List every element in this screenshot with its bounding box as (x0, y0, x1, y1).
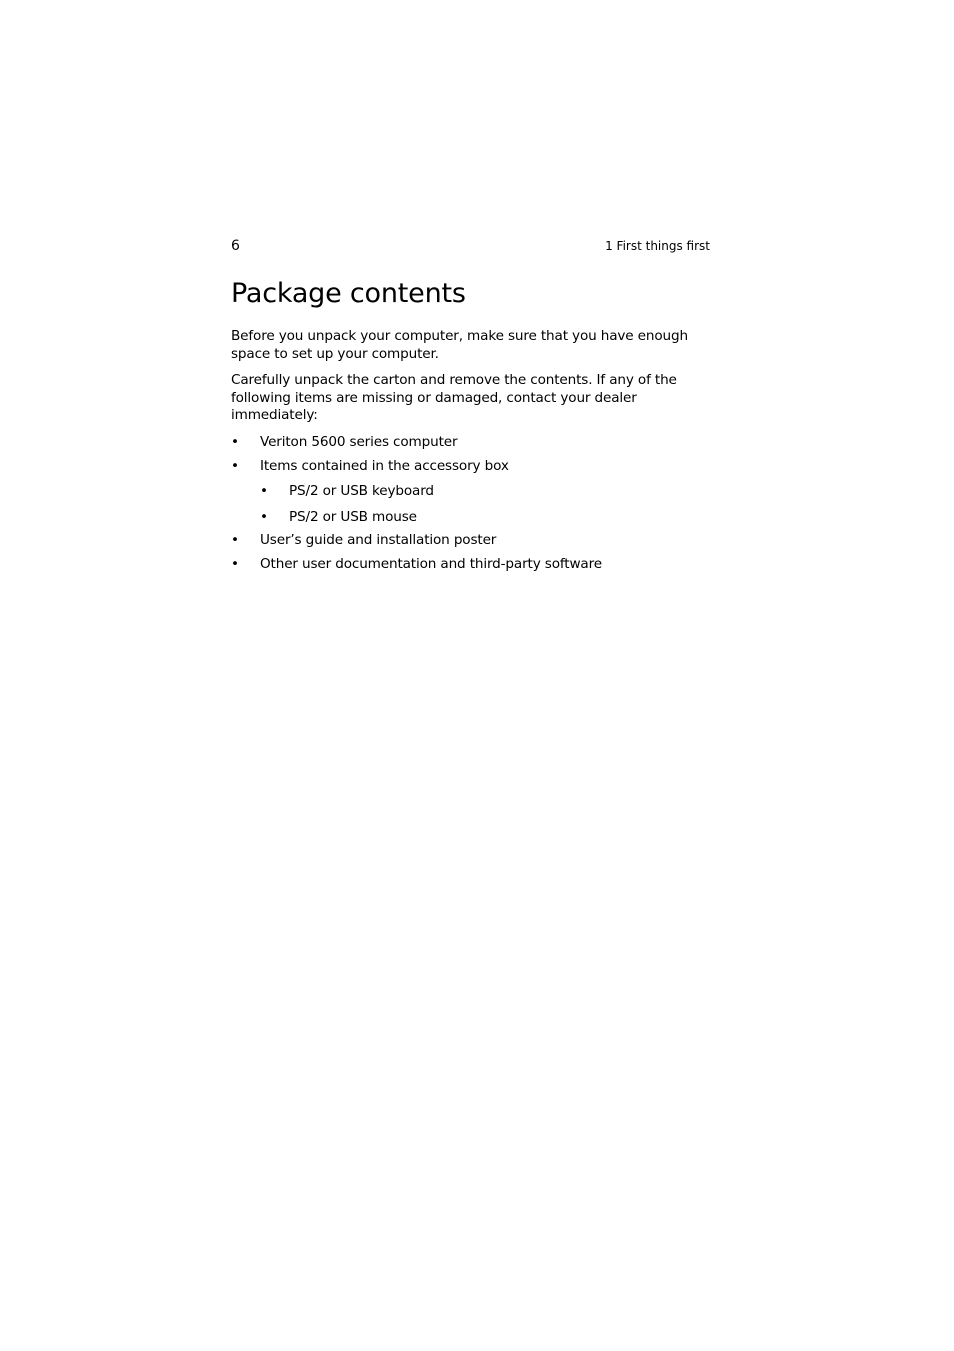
page-number: 6 (231, 238, 240, 254)
list-item-label: Veriton 5600 series computer (260, 433, 458, 450)
sublist-item (260, 509, 711, 527)
list-item (231, 434, 711, 452)
list-item-label: Items contained in the accessory box (260, 457, 509, 474)
bullet-icon: • (231, 457, 239, 474)
accessory-sublist (260, 483, 711, 526)
section-title: Package contents (231, 278, 466, 309)
bullet-icon: • (260, 483, 268, 499)
bullet-icon: • (231, 556, 239, 572)
sublist-item-label: PS/2 or USB mouse (289, 508, 417, 525)
list-item-label: Other user documentation and third-party software (260, 556, 602, 572)
bullet-icon: • (260, 508, 268, 525)
bullet-icon: • (231, 433, 239, 450)
bullet-icon: • (231, 532, 239, 548)
list-item (231, 532, 711, 550)
instructions-paragraph: Carefully unpack the carton and remove the contents. If any of the following items are missing or damaged, contact your dealer immediately: (231, 372, 677, 423)
list-item-label: User’s guide and installation poster (260, 532, 497, 548)
contents-list (231, 434, 711, 574)
list-item (231, 458, 711, 527)
page-content (231, 276, 711, 574)
running-header: 1 First things first (605, 239, 710, 253)
sublist-item-label: PS/2 or USB keyboard (289, 483, 434, 499)
sublist-item (260, 483, 711, 501)
intro-paragraph: Before you unpack your computer, make sure that you have enough space to set up your computer. (231, 328, 688, 362)
list-item (231, 556, 711, 574)
